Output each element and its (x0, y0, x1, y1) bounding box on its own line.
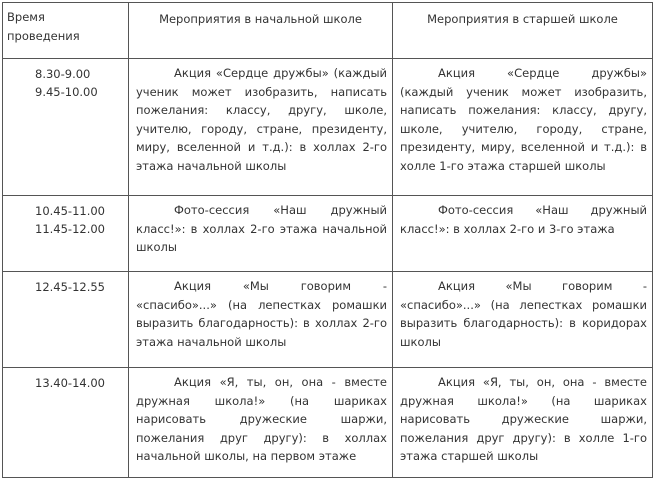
header-time-line2: проведения (7, 29, 80, 43)
header-time (3, 3, 129, 59)
table-row (3, 59, 653, 196)
primary-school-event: Фото-сессия «Наш дружный класс!»: в холлах 2-го этажа начальной школы (129, 196, 393, 272)
header-time-line1: Время (7, 10, 45, 24)
table-row (3, 368, 653, 478)
time-value: 10.45-11.00 (35, 204, 105, 218)
time-value: 11.45-12.00 (35, 222, 105, 236)
time-value: 8.30-9.00 (35, 67, 91, 81)
time-value: 13.40-14.00 (35, 376, 105, 390)
time-value: 9.45-10.00 (35, 85, 98, 99)
primary-school-event: Акция «Я, ты, он, она - вместе дружная школа!» (на шариках нарисовать дружеские шаржи, пожелания друг другу): в холлах начальной школы, на первом этаже (129, 368, 393, 478)
header-row (3, 3, 653, 59)
header-primary-school: Мероприятия в начальной школе (129, 3, 393, 59)
time-cell (3, 368, 129, 478)
time-cell (3, 196, 129, 272)
table-row (3, 272, 653, 368)
schedule-table (2, 2, 653, 478)
senior-school-event: Акция «Я, ты, он, она - вместе дружная школа!» (на шариках нарисовать дружеские шаржи, пожелания друг другу): в холле 1-го этажа старшей школы (393, 368, 653, 478)
primary-school-event: Акция «Сердце дружбы» (каждый ученик может изобразить, написать пожелания: классу, другу, школе, учителю, городу, стране, президенту, миру, вселенной и т.д.): в холлах 2-го этажа начальной школы (129, 59, 393, 196)
time-value: 12.45-12.55 (35, 280, 105, 294)
senior-school-event: Фото-сессия «Наш дружный класс!»: в холлах 2-го и 3-го этажа (393, 196, 653, 272)
time-cell (3, 59, 129, 196)
table-row (3, 196, 653, 272)
time-cell (3, 272, 129, 368)
primary-school-event: Акция «Мы говорим - «спасибо»...» (на лепестках ромашки выразить благодарность): в холлах 2-го этажа начальной школы (129, 272, 393, 368)
senior-school-event: Акция «Мы говорим - «спасибо»...» (на лепестках ромашки выразить благодарность): в коридорах школы (393, 272, 653, 368)
senior-school-event: Акция «Сердце дружбы» (каждый ученик может изобразить, написать пожелания: классу, другу, школе, учителю, городу, стране, президенту, миру, вселенной и т.д.): в холле 1-го этажа старшей школы (393, 59, 653, 196)
header-senior-school: Мероприятия в старшей школе (393, 3, 653, 59)
